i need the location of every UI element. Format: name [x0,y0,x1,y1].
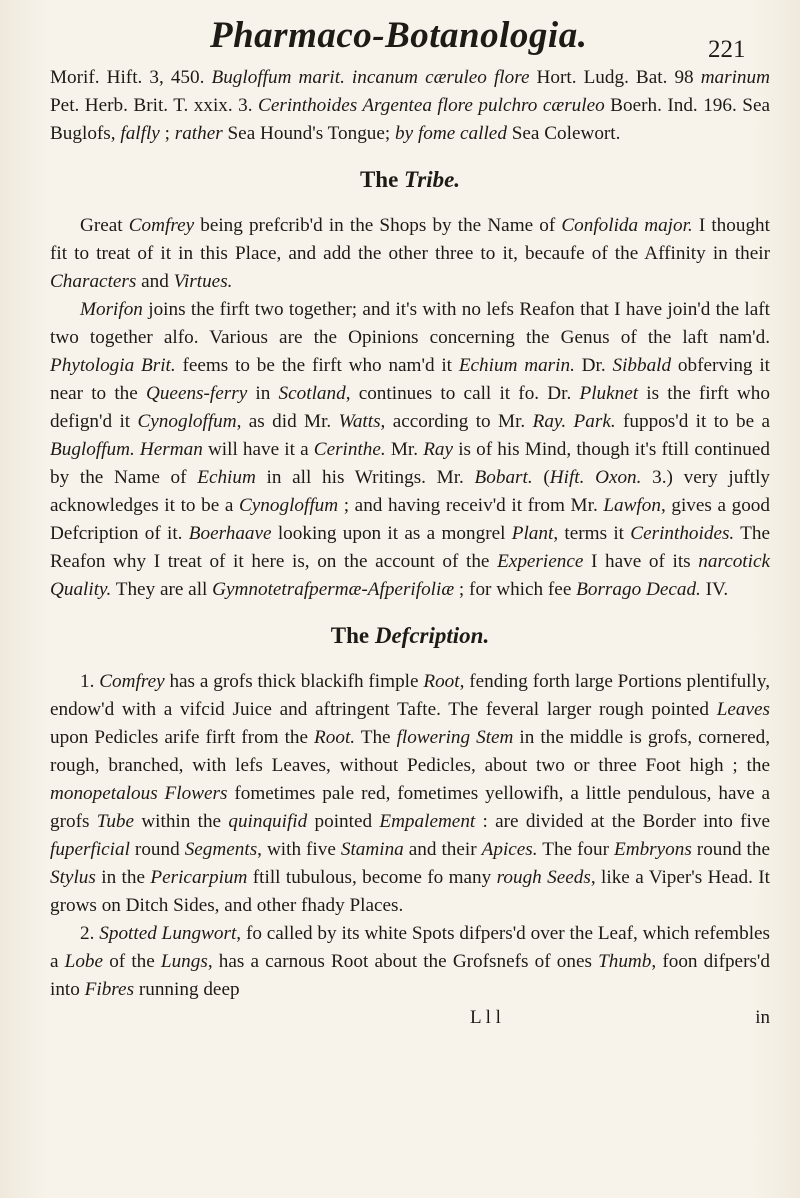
tribe-paragraph-2: Morifon joins the firft two together; and it's with no lefs Reafon that I have join'd the laft two together alfo. Various are the Opinions concerning the Genus of the laft nam'd. Phytologia Brit. feems to be the firft who nam'd it Echium marin. Dr. Sibbald obferving it near to the Queens-ferry in Scotland, continues to call it fo. Dr. Pluknet is the firft who defign'd it Cynogloffum, as did Mr. Watts, according to Mr. Ray. Park. fuppos'd it to be a Bugloffum. Herman will have it a Cerinthe. Mr. Ray is of his Mind, though it's ftill continued by the Name of Echium in all his Writings. Mr. Bobart. (Hift. Oxon. 3.) very juftly acknowledges it to be a Cynogloffum ; and having receiv'd it from Mr. Lawfon, gives a good Defcription of it. Boerhaave looking upon it as a mongrel Plant, terms it Cerinthoides. The Reafon why I treat of it here is, on the account of the Experience I have of its narcotick Quality. They are all Gymnotetrafpermæ-Afperifoliæ ; for which fee Borrago Decad. IV. [50,299,771,600]
catchword: in [755,1007,770,1028]
page-footer [50,1004,770,1032]
signature-mark: L l l [470,1007,501,1028]
running-head: Pharmaco-Botanologia. [210,15,588,56]
synonym-paragraph: Morif. Hift. 3, 450. Bugloffum marit. incanum cæruleo flore Hort. Ludg. Bat. 98 marinum Pet. Herb. Brit. T. xxix. 3. Cerinthoides Argentea flore pulchro cæruleo Boerh. Ind. 196. Sea Buglofs, falfly ; rather Sea Hound's Tongue; by fome called Sea Colewort. [50,67,770,144]
tribe-heading: The Tribe. [359,167,461,192]
page-body [50,64,770,1032]
description-paragraph-1: 1. Comfrey has a grofs thick blackifh fimple Root, fending forth large Portions plentifully, endow'd with a vifcid Juice and aftringent Tafte. The feveral larger rough pointed Leaves upon Pedicles arife firft from the Root. The flowering Stem in the middle is grofs, cornered, rough, branched, with lefs Leaves, without Pedicles, about two or three Foot high ; the monopetalous Flowers fometimes pale red, fometimes yellowifh, a little pendulous, have a grofs Tube within the quinquifid pointed Empalement : are divided at the Border into five fuperficial round Segments, with five Stamina and their Apices. The four Embryons round the Stylus in the Pericarpium ftill tubulous, become fo many rough Seeds, like a Viper's Head. It grows on Ditch Sides, and other fhady Places. [50,671,771,916]
tribe-paragraph-1: Great Comfrey being prefcrib'd in the Shops by the Name of Confolida major. I thought fit to treat of it in this Place, and add the other three to it, becaufe of the Affinity in their Characters and Virtues. [50,215,770,292]
description-heading: The Defcription. [330,623,490,648]
description-paragraph-2: 2. Spotted Lungwort, fo called by its white Spots difpers'd over the Leaf, which refembles a Lobe of the Lungs, has a carnous Root about the Grofsnefs of ones Thumb, foon difpers'd into Fibres running deep [50,923,771,1000]
page-number: 221 [708,36,746,63]
page-header [0,14,800,66]
